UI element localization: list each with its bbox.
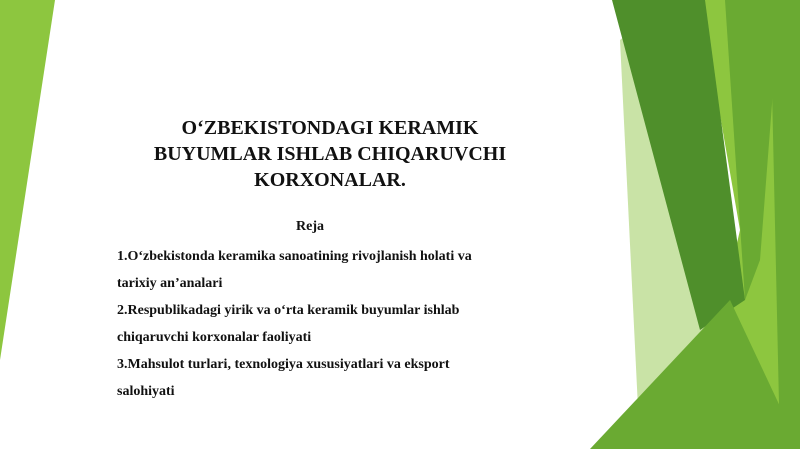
left-green-bar [0, 0, 55, 360]
plan-heading: Reja [296, 219, 324, 234]
plan-item-line: 1.O‘zbekistonda keramika sanoatining rivojlanish holati va [117, 249, 472, 264]
plan-item-line: tarixiy an’analari [117, 276, 223, 291]
plan-item-line: chiqaruvchi korxonalar faoliyati [117, 330, 312, 345]
plan-item-line: salohiyati [117, 384, 175, 399]
plan-list [117, 243, 537, 405]
title-line: O‘ZBEKISTONDAGI KERAMIK [181, 117, 479, 139]
slide-title [130, 115, 530, 193]
title-line: KORXONALAR. [254, 169, 406, 191]
plan-item-line: 3.Mahsulot turlari, texnologiya xususiyatlari va eksport [117, 357, 450, 372]
plan-item-line: 2.Respublikadagi yirik va o‘rta keramik buyumlar ishlab [117, 303, 460, 318]
title-line: BUYUMLAR ISHLAB CHIQARUVCHI [153, 143, 507, 165]
